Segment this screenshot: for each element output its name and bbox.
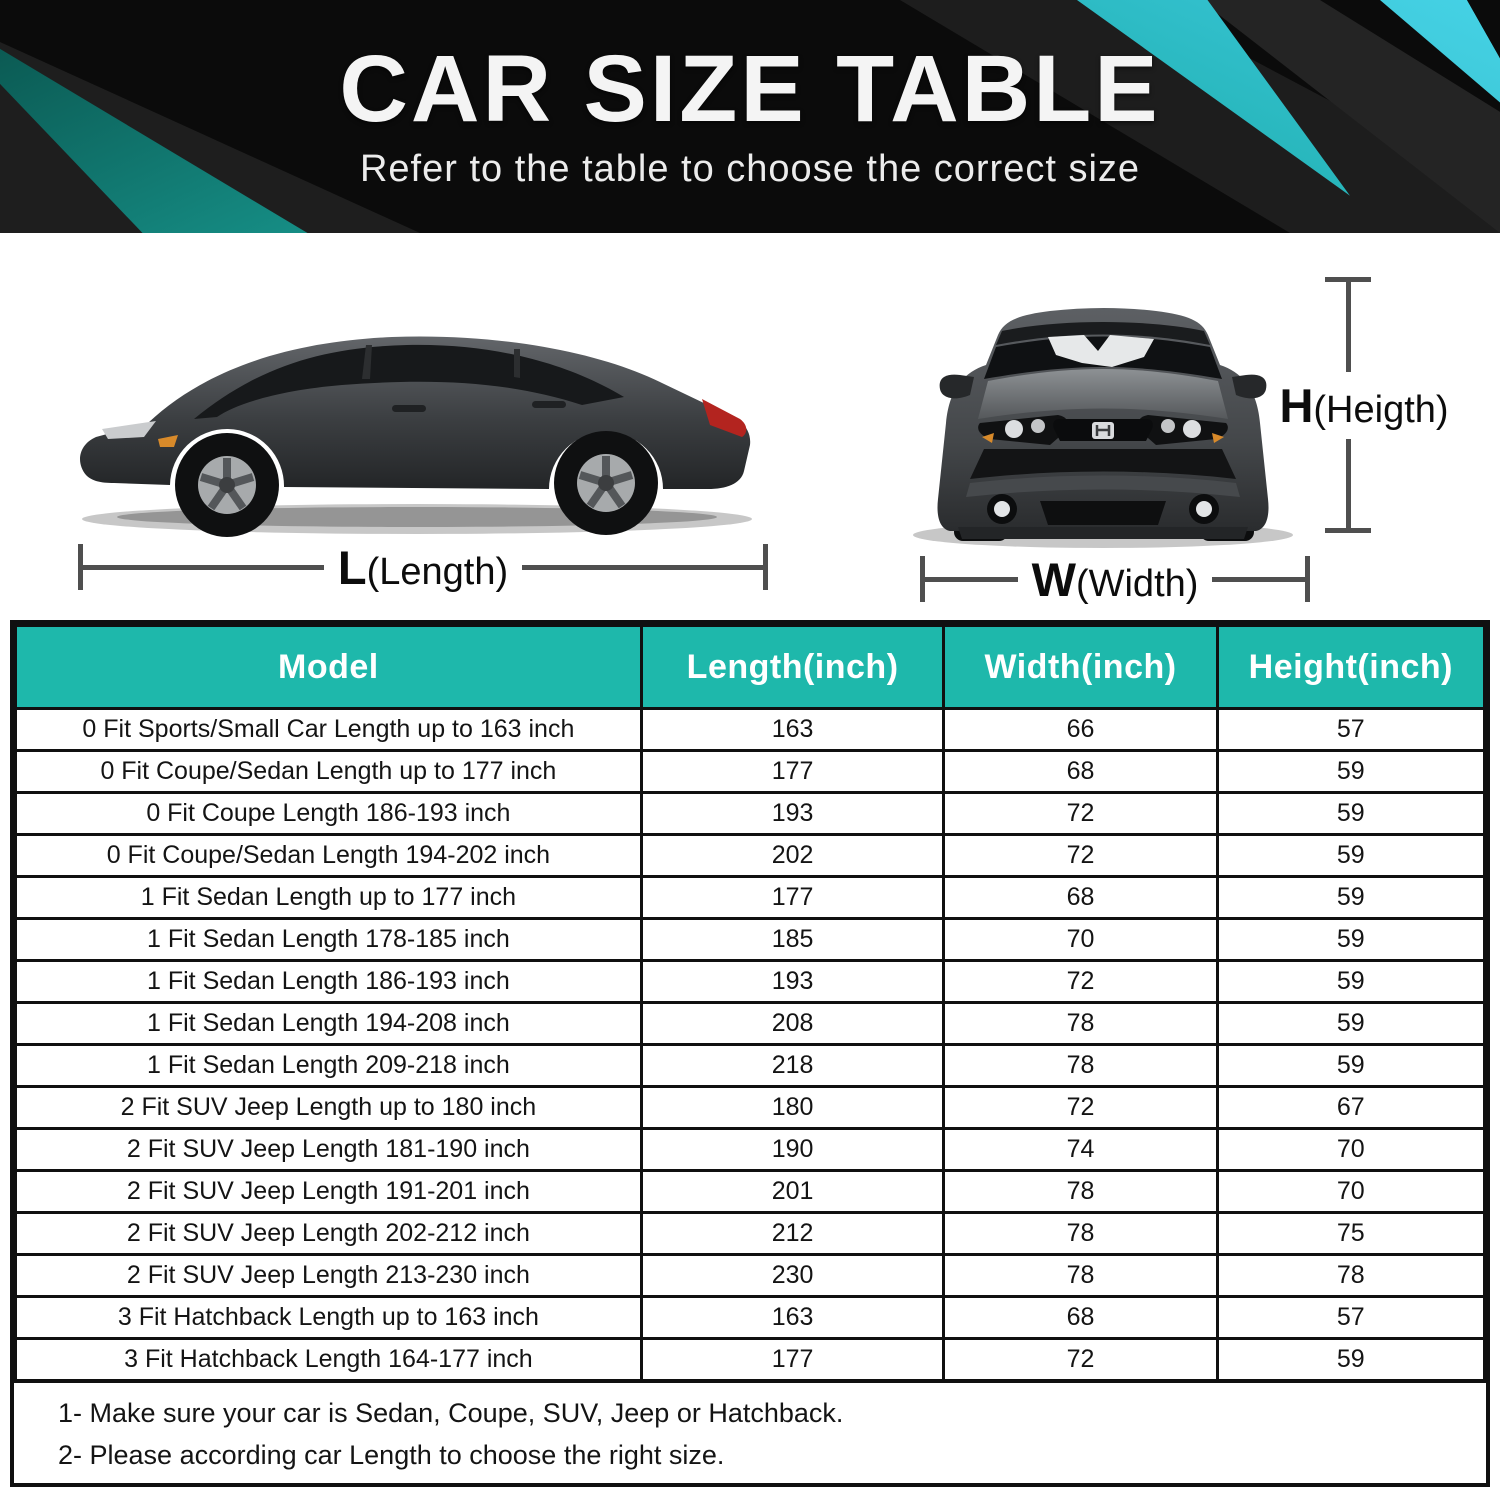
model-cell: 3 Fit Hatchback Length up to 163 inch [16, 1297, 642, 1339]
height-cell: 59 [1217, 961, 1484, 1003]
length-cell: 163 [641, 709, 944, 751]
banner [0, 0, 1500, 233]
table-row [16, 1213, 1485, 1255]
model-cell: 2 Fit SUV Jeep Length up to 180 inch [16, 1087, 642, 1129]
width-cell: 72 [944, 1339, 1217, 1381]
table-row [16, 709, 1485, 751]
width-cell: 74 [944, 1129, 1217, 1171]
model-cell: 1 Fit Sedan Length 178-185 inch [16, 919, 642, 961]
width-cell: 72 [944, 835, 1217, 877]
height-cell: 75 [1217, 1213, 1484, 1255]
width-cell: 68 [944, 751, 1217, 793]
model-cell: 0 Fit Coupe/Sedan Length 194-202 inch [16, 835, 642, 877]
model-cell: 0 Fit Coupe/Sedan Length up to 177 inch [16, 751, 642, 793]
width-cell: 72 [944, 1087, 1217, 1129]
size-table-body [16, 709, 1485, 1381]
notes-section [14, 1382, 1486, 1483]
length-cell: 163 [641, 1297, 944, 1339]
height-cell: 67 [1217, 1087, 1484, 1129]
height-cell: 59 [1217, 1339, 1484, 1381]
length-cell: 218 [641, 1045, 944, 1087]
table-row [16, 1087, 1485, 1129]
measure-line-segment [83, 565, 324, 570]
page-subtitle: Refer to the table to choose the correct size [359, 147, 1141, 190]
column-header-model: Model [16, 626, 642, 709]
length-cell: 208 [641, 1003, 944, 1045]
table-row [16, 919, 1485, 961]
table-row [16, 835, 1485, 877]
size-table-container [10, 620, 1490, 1487]
table-row [16, 1003, 1485, 1045]
table-row [16, 1255, 1485, 1297]
front-wheel-icon [175, 433, 279, 537]
width-cell: 72 [944, 961, 1217, 1003]
length-cell: 193 [641, 793, 944, 835]
column-header-width: Width(inch) [944, 626, 1217, 709]
measure-end-tick [1305, 556, 1310, 602]
length-cell: 185 [641, 919, 944, 961]
height-cell: 59 [1217, 751, 1484, 793]
height-measure-line [1279, 277, 1449, 533]
measure-line-segment [925, 577, 1018, 582]
length-cell: 177 [641, 877, 944, 919]
table-row [16, 877, 1485, 919]
length-cell: 193 [641, 961, 944, 1003]
model-cell: 2 Fit SUV Jeep Length 202-212 inch [16, 1213, 642, 1255]
right-mirror-icon [1232, 375, 1266, 399]
length-measure-line [78, 540, 768, 594]
height-cell: 59 [1217, 919, 1484, 961]
length-cell: 177 [641, 751, 944, 793]
column-header-length: Length(inch) [641, 626, 944, 709]
model-cell: 0 Fit Coupe Length 186-193 inch [16, 793, 642, 835]
length-cell: 180 [641, 1087, 944, 1129]
width-cell: 68 [944, 1297, 1217, 1339]
width-measure-line [920, 552, 1310, 606]
height-cell: 59 [1217, 877, 1484, 919]
table-row [16, 961, 1485, 1003]
model-cell: 2 Fit SUV Jeep Length 181-190 inch [16, 1129, 642, 1171]
measure-line-segment [1346, 439, 1351, 529]
measure-line-segment [522, 565, 763, 570]
length-cell: 177 [641, 1339, 944, 1381]
height-label: H(Heigth) [1279, 378, 1449, 432]
width-cell: 78 [944, 1003, 1217, 1045]
table-row [16, 1339, 1485, 1381]
width-cell: 78 [944, 1171, 1217, 1213]
measure-end-tick [763, 544, 768, 590]
table-header-row [16, 626, 1485, 709]
height-cell: 57 [1217, 709, 1484, 751]
table-row [16, 751, 1485, 793]
model-cell: 0 Fit Sports/Small Car Length up to 163 inch [16, 709, 642, 751]
table-row [16, 1045, 1485, 1087]
width-cell: 72 [944, 793, 1217, 835]
table-row [16, 1297, 1485, 1339]
car-measure-diagram [0, 233, 1500, 620]
page-title: CAR SIZE TABLE [339, 36, 1161, 142]
height-cell: 59 [1217, 835, 1484, 877]
car-front-view-image [898, 273, 1314, 557]
note-2: 2- Please according car Length to choose the right size. [58, 1440, 725, 1470]
width-cell: 78 [944, 1045, 1217, 1087]
length-cell: 212 [641, 1213, 944, 1255]
model-cell: 2 Fit SUV Jeep Length 213-230 inch [16, 1255, 642, 1297]
length-label: L(Length) [337, 540, 509, 594]
height-cell: 59 [1217, 793, 1484, 835]
measure-line-segment [1212, 577, 1305, 582]
left-mirror-icon [940, 375, 974, 399]
width-cell: 66 [944, 709, 1217, 751]
model-cell: 1 Fit Sedan Length 186-193 inch [16, 961, 642, 1003]
measure-end-tick [1325, 528, 1371, 533]
width-label: W(Width) [1031, 552, 1199, 606]
height-cell: 70 [1217, 1129, 1484, 1171]
table-row [16, 1171, 1485, 1213]
table-row [16, 1129, 1485, 1171]
model-cell: 1 Fit Sedan Length 194-208 inch [16, 1003, 642, 1045]
length-cell: 190 [641, 1129, 944, 1171]
height-cell: 70 [1217, 1171, 1484, 1213]
width-cell: 78 [944, 1255, 1217, 1297]
height-cell: 59 [1217, 1003, 1484, 1045]
table-row [16, 793, 1485, 835]
column-header-height: Height(inch) [1217, 626, 1484, 709]
car-size-table [14, 624, 1486, 1382]
model-cell: 3 Fit Hatchback Length 164-177 inch [16, 1339, 642, 1381]
length-cell: 230 [641, 1255, 944, 1297]
model-cell: 1 Fit Sedan Length 209-218 inch [16, 1045, 642, 1087]
height-cell: 78 [1217, 1255, 1484, 1297]
length-cell: 202 [641, 835, 944, 877]
height-cell: 57 [1217, 1297, 1484, 1339]
model-cell: 1 Fit Sedan Length up to 177 inch [16, 877, 642, 919]
height-cell: 59 [1217, 1045, 1484, 1087]
model-cell: 2 Fit SUV Jeep Length 191-201 inch [16, 1171, 642, 1213]
measure-line-segment [1346, 282, 1351, 372]
rear-wheel-icon [554, 431, 658, 535]
note-1: 1- Make sure your car is Sedan, Coupe, SUV, Jeep or Hatchback. [58, 1398, 844, 1428]
width-cell: 78 [944, 1213, 1217, 1255]
width-cell: 70 [944, 919, 1217, 961]
width-cell: 68 [944, 877, 1217, 919]
length-cell: 201 [641, 1171, 944, 1213]
sedan-side-view-image [62, 279, 768, 541]
